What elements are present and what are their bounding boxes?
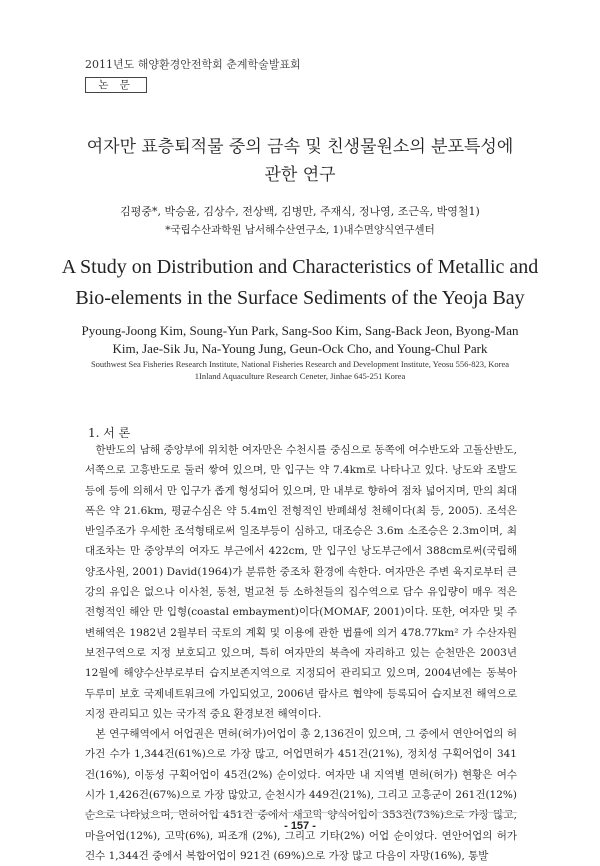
article-type-label: 논 문 (85, 77, 147, 93)
korean-title-line-2: 관한 연구 (264, 165, 336, 185)
korean-title (60, 133, 540, 189)
korean-authors: 김평중*, 박승윤, 김상수, 전상백, 김병만, 주재식, 정나영, 조근옥, 박영철1) (120, 205, 480, 218)
english-title (40, 252, 560, 314)
footer-divider (85, 812, 517, 813)
conference-header: 2011년도 해양환경안전학회 춘계학술발표회 (85, 58, 301, 71)
english-affiliation-line-2: 1Inland Aquaculture Research Ceneter, Jinhae 645-251 Korea (194, 371, 406, 381)
english-affiliation-line-1: Southwest Sea Fisheries Research Institute, National Fisheries Research and Development Institute, Yeosu 556-823, Korea (90, 359, 510, 369)
section-heading: 1. 서 론 (88, 426, 131, 440)
english-authors (80, 322, 520, 358)
english-authors-line-2: Kim, Jae-Sik Ju, Na-Young Jung, Geun-Ock Cho, and Young-Chul Park (112, 341, 488, 356)
page-number: - 157 - (284, 820, 316, 832)
korean-title-line-1: 여자만 표층퇴적물 중의 금속 및 친생물원소의 분포특성에 (86, 137, 514, 157)
english-authors-line-1: Pyoung-Joong Kim, Soung-Yun Park, Sang-Soo Kim, Sang-Back Jeon, Byong-Man (81, 323, 519, 338)
english-title-line-2: Bio-elements in the Surface Sediments of the Yeoja Bay (75, 287, 525, 309)
english-title-line-1: A Study on Distribution and Characteristics of Metallic and (61, 256, 539, 278)
paragraph-1: 한반도의 남해 중앙부에 위치한 여자만은 수천시를 중심으로 동쪽에 여수반도와 고돌산반도, 서쪽으로 고흥반도로 둘러 쌓여 있으며, 만 입구는 약 7.4km로 나타나고 있다. 낭도와 조발도 등에 등에 의해서 만 입구가 좁게 형성되어 있으며, 만 내부로 향하여 점차 넓어지며, 만의 최대폭은 약 21.6km, 평균수심은 약 5.4m인 전형적인 반폐쇄성 천해이다(최 등, 2005). 조석은 반일주조가 우세한 조석형태로써 일조부등이 심하고, 대조승은 3.6m 소조승은 2.3m이며, 최대조차는 만 중앙부의 여자도 부근에서 422cm, 만 입구인 낭도부근에서 388cm로써(국립해양조사원, 2001) David(1964)가 분류한 중조차 환경에 속한다. 여자만은 주변 육지로부터 큰 강의 유입은 없으나 이사천, 동천, 벌교천 등 소하천들의 집수역으로 담수 유입량이 매우 적은 전형적인 해안 만 입형(coastal embayment)이다(MOMAF, 2001)이다. 또한, 여자만 및 주변해역은 1982년 2월부터 국토의 계획 및 이용에 관한 법률에 의거 478.77km² 가 수산자원보전구역으로 지정 보호되고 있으며, 특히 여자만의 북측에 자리하고 있는 순천만은 2003년 12월에 해양수산부로부터 습지보존지역으로 지정되어 관리되고 있으며, 2004년에는 동북아 두루미 보호 국제네트워크에 가입되었고, 2006년 람사르 협약에 등록되어 습지보전 해역으로 지정 관리되고 있는 국가적 중요 환경보전 해역이다. (85, 444, 517, 720)
english-affiliation (60, 358, 540, 382)
paragraph-2: 본 연구해역에서 어업권은 면허(허가)어업이 총 2,136건이 있으며, 그 중에서 연안어업의 허가건 수가 1,344건(61%)으로 가장 많고, 어업면허가 451건(21%), 정치성 구획어업이 341건(16%), 이동성 구획어업이 45건(2%) 순이었다. 여자만 내 지역별 면허(허가) 현황은 여수시가 1,426건(67%)으로 가장 많았고, 순천시가 449건(21%), 그리고 고흥군이 261건(12%) 순으로 나타났으며, 면허어업 451건 중에서 새고막 양식어업이 353건(73%)으로 가장 많고, 마을어업(12%), 고막(6%), 피조개 (2%), 그리고 기타(2%) 어업 순이었다. 연안어업의 허가건수 1,344건 중에서 복합어업이 921건 (69%)으로 가장 많고 다음이 자망(16%), 통발 (85, 728, 517, 862)
body-text (85, 440, 517, 866)
korean-affiliation: *국립수산과학원 남서해수산연구소, 1)내수면양식연구센터 (165, 224, 435, 236)
